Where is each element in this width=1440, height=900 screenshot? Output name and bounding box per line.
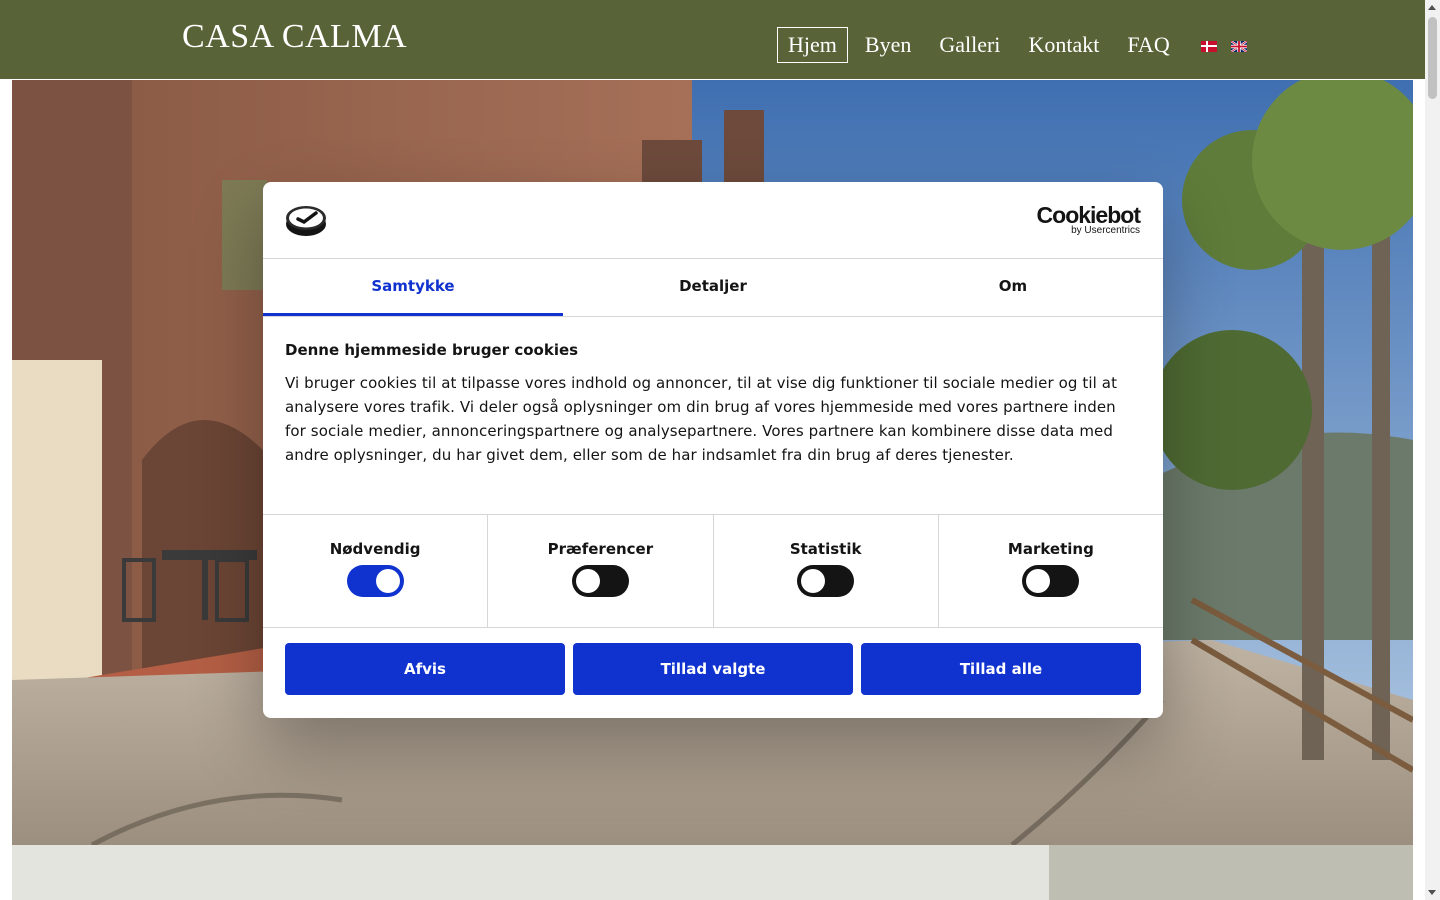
statistics-toggle[interactable]: [797, 565, 854, 597]
consent-toggles: [263, 514, 1163, 628]
scroll-thumb[interactable]: [1428, 17, 1437, 99]
toggle-label-necessary: Nødvendig: [329, 540, 421, 558]
dialog-body: [263, 317, 1163, 514]
page-scrollbar[interactable]: [1425, 0, 1440, 900]
main-nav: [777, 27, 1247, 63]
toggle-group-necessary: [263, 515, 488, 627]
dialog-text: Vi bruger cookies til at tilpasse vores indhold og annoncer, til at vise dig funktioner til sociale medier og til at analysere vores trafik. Vi deler også oplysninger om din brug af vores hjemmeside med vores partnere inden for sociale medier, annonceringspartnere og analysepartnere. Vores partnere kan kombinere disse data med andre oplysninger, du har givet dem, eller som de har indsamlet fra din brug af deres tjenester.: [285, 374, 1118, 464]
site-logo[interactable]: CASA CALMA: [182, 18, 408, 55]
allow-all-button[interactable]: Tillad alle: [861, 643, 1141, 695]
toggle-knob: [801, 569, 825, 593]
decline-button[interactable]: Afvis: [285, 643, 565, 695]
necessary-toggle[interactable]: [347, 565, 404, 597]
cookiebot-logo[interactable]: [1037, 203, 1140, 236]
cookiebot-name: Cookiebot: [1036, 202, 1140, 228]
allow-selected-button[interactable]: Tillad valgte: [573, 643, 853, 695]
toggle-group-preferences: [488, 515, 713, 627]
toggle-label-statistics: Statistik: [789, 540, 862, 558]
marketing-toggle[interactable]: [1022, 565, 1079, 597]
site-badge-icon: [285, 203, 327, 241]
toggle-label-preferences: Præferencer: [547, 540, 654, 558]
toggle-knob: [576, 569, 600, 593]
toggle-group-marketing: [939, 515, 1163, 627]
tab-samtykke[interactable]: Samtykke: [263, 259, 563, 316]
content-section-left: [12, 845, 1049, 900]
tab-detaljer[interactable]: Detaljer: [679, 277, 747, 295]
dialog-header: [263, 182, 1163, 259]
nav-item-galleri[interactable]: Galleri: [939, 32, 1001, 57]
preferences-toggle[interactable]: [572, 565, 629, 597]
danish-flag-icon[interactable]: [1201, 41, 1217, 52]
nav-item-byen[interactable]: Byen: [864, 32, 912, 57]
cookiebot-byline: by Usercentrics: [1071, 225, 1140, 236]
cookie-consent-dialog: [263, 182, 1163, 718]
dialog-buttons: [263, 628, 1163, 695]
site-header: [0, 0, 1425, 79]
nav-item-kontakt[interactable]: Kontakt: [1028, 32, 1100, 57]
dialog-tabs: [263, 259, 1163, 317]
toggle-knob: [376, 569, 400, 593]
tab-om[interactable]: Om: [998, 277, 1028, 295]
scroll-down-icon[interactable]: [1428, 890, 1436, 895]
dialog-title: Denne hjemmeside bruger cookies: [285, 341, 579, 359]
scroll-up-icon[interactable]: [1428, 5, 1436, 10]
toggle-group-statistics: [714, 515, 939, 627]
british-flag-icon[interactable]: [1231, 41, 1247, 52]
toggle-label-marketing: Marketing: [1007, 540, 1094, 558]
content-section-right: [1049, 845, 1413, 900]
toggle-knob: [1026, 569, 1050, 593]
nav-item-hjem[interactable]: Hjem: [777, 27, 848, 63]
nav-item-faq[interactable]: FAQ: [1127, 32, 1170, 57]
